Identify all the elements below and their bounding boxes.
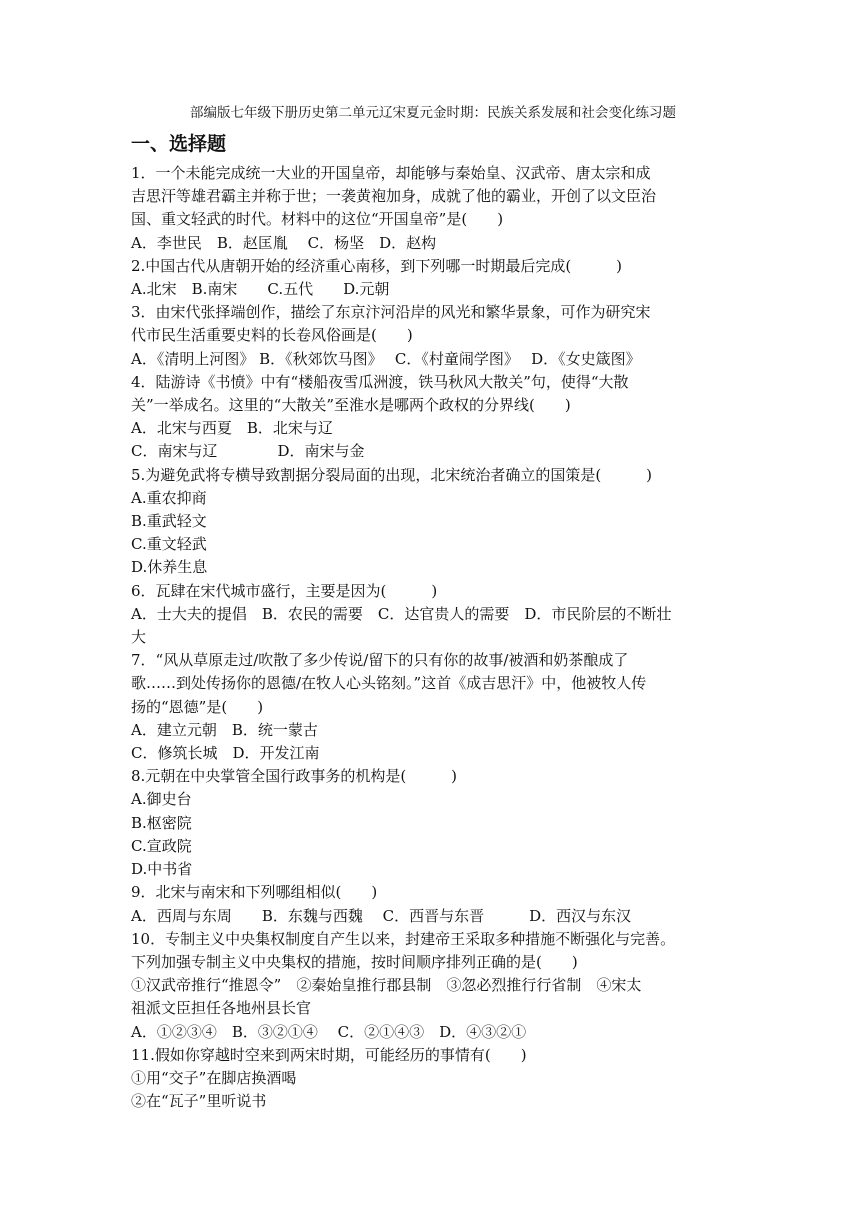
text-line: A.御史台 xyxy=(131,790,192,809)
text-line: 1．一个未能完成统一大业的开国皇帝，却能够与秦始皇、汉武帝、唐太宗和成 xyxy=(131,164,651,182)
text-line: 关”一举成名。这里的“大散关”至淮水是哪两个政权的分界线( ) xyxy=(131,396,571,415)
text-line: A．士大夫的提倡 B．农民的需要 C．达官贵人的需要 D．市民阶层的不断壮 xyxy=(131,604,672,623)
text-line: A．①②③④ B．③②①④ C．②①④③ D．④③②① xyxy=(131,1022,527,1041)
text-line: A．《清明上河图》 B．《秋郊饮马图》 C．《村童闹学图》 D．《女史箴图》 xyxy=(131,349,641,368)
text-line: 扬的“恩德”是( ) xyxy=(131,697,264,716)
text-line: 11.假如你穿越时空来到两宋时期，可能经历的事情有( ) xyxy=(131,1045,527,1064)
section-heading: 一、选择题 xyxy=(131,133,227,155)
text-line: 2.中国古代从唐朝开始的经济重心南移，到下列哪一时期最后完成( ) xyxy=(131,256,623,275)
text-line: 10．专制主义中央集权制度自产生以来，封建帝王采取多种措施不断强化与完善。 xyxy=(131,929,676,948)
text-line: A．西周与东周 B．东魏与西魏 C．西晋与东晋 D．西汉与东汉 xyxy=(131,906,632,925)
text-line: C．修筑长城 D．开发江南 xyxy=(131,744,320,763)
text-line: 大 xyxy=(131,628,147,647)
text-line: 代市民生活重要史料的长卷风俗画是( ) xyxy=(131,326,413,345)
text-line: A．北宋与西夏 B．北宋与辽 xyxy=(131,419,333,438)
text-line: D.中书省 xyxy=(131,860,193,879)
text-line: 5.为避免武将专横导致割据分裂局面的出现，北宋统治者确立的国策是( ) xyxy=(131,465,653,484)
text-line: 3．由宋代张择端创作，描绘了东京汴河沿岸的风光和繁华景象，可作为研究宋 xyxy=(131,303,651,322)
question-list xyxy=(131,162,735,1113)
text-line: B.重武轻文 xyxy=(131,512,207,531)
text-line: C.重文轻武 xyxy=(131,535,207,554)
text-line: 6．瓦肆在宋代城市盛行，主要是因为( ) xyxy=(131,581,438,600)
text-line: 7．“风从草原走过/吹散了多少传说/留下的只有你的故事/被酒和奶茶酿成了 xyxy=(131,651,629,670)
document-title: 部编版七年级下册历史第二单元辽宋夏元金时期：民族关系发展和社会变化练习题 xyxy=(190,105,676,121)
text-line: 歌……到处传扬你的恩德/在牧人心头铭刻。”这首《成吉思汗》中，他被牧人传 xyxy=(131,674,647,693)
text-line: ①用“交子”在脚店换酒喝 xyxy=(131,1068,297,1087)
text-line: C.宣政院 xyxy=(131,836,192,855)
document-page xyxy=(131,102,735,1113)
text-line: 吉思汗等雄君霸主并称于世；一袭黄袍加身，成就了他的霸业，开创了以文臣治 xyxy=(131,187,657,206)
text-line: ②在“瓦子”里听说书 xyxy=(131,1092,267,1111)
text-line: 8.元朝在中央掌管全国行政事务的机构是( ) xyxy=(131,767,458,786)
text-line: A.重农抑商 xyxy=(131,488,207,507)
text-line: 9．北宋与南宋和下列哪组相似( ) xyxy=(131,883,378,902)
text-line: A.北宋 B.南宋 C.五代 D.元朝 xyxy=(131,280,390,299)
text-line: 祖派文臣担任各地州县长官 xyxy=(131,999,312,1018)
text-line: 下列加强专制主义中央集权的措施，按时间顺序排列正确的是( ) xyxy=(131,952,578,971)
text-line: 4．陆游诗《书愤》中有“楼船夜雪瓜洲渡，铁马秋风大散关”句，使得“大散 xyxy=(131,372,629,391)
text-line: A．建立元朝 B．统一蒙古 xyxy=(131,720,318,739)
text-line: D.休养生息 xyxy=(131,558,208,577)
text-line: B.枢密院 xyxy=(131,813,192,832)
text-line: A．李世民 B．赵匡胤 C．杨坚 D．赵构 xyxy=(131,233,437,252)
text-line: C．南宋与辽 D．南宋与金 xyxy=(131,442,365,461)
text-line: 国、重文轻武的时代。材料中的这位“开国皇帝”是( ) xyxy=(131,210,504,229)
text-line: ①汉武帝推行“推恩令” ②秦始皇推行郡县制 ③忽必烈推行行省制 ④宋太 xyxy=(131,976,642,995)
